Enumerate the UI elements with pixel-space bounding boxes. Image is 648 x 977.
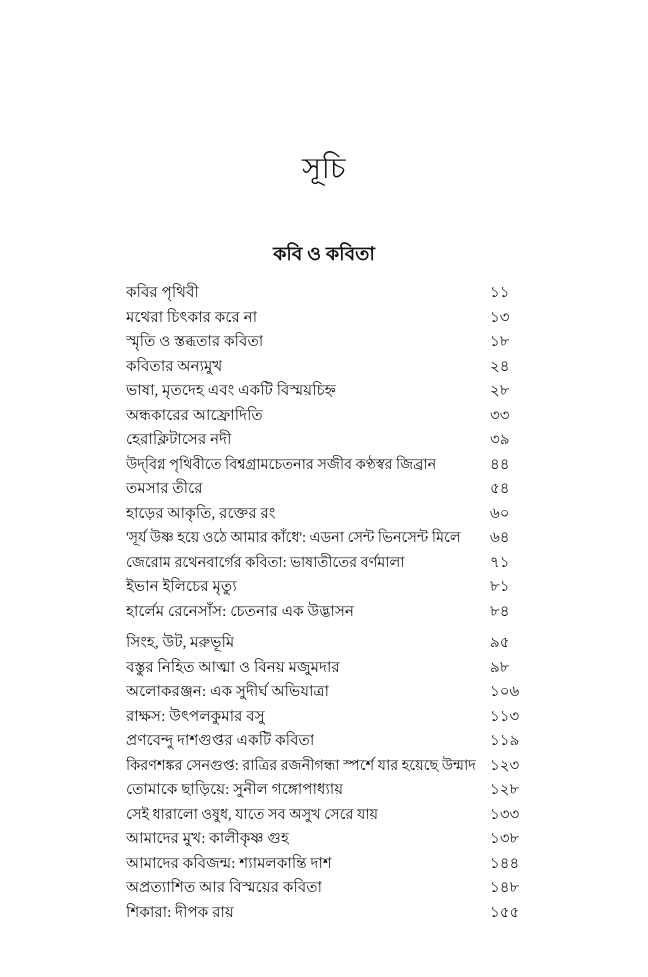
toc-entry-title: আমাদের কবিজন্ম: শ্যামলকান্তি দাশ — [126, 854, 332, 872]
toc-entry-page-number: ৩৯ — [490, 432, 510, 448]
toc-entry-title: প্রণবেন্দু দাশগুপ্তর একটি কবিতা — [126, 732, 315, 749]
toc-entry[interactable] — [126, 453, 532, 478]
toc-entry[interactable] — [126, 803, 532, 828]
toc-entry-title: সেই ধারালো ওষুধ, যাতে সব অসুখ সেরে যায় — [126, 806, 379, 823]
toc-entry[interactable] — [126, 551, 532, 576]
toc-entry-title: আমাদের মুখ: কালীকৃষ্ণ গুহ — [126, 830, 289, 847]
toc-entry[interactable] — [126, 600, 532, 625]
toc-entry-title: বস্তুর নিহিত আত্মা ও বিনয় মজুমদার — [126, 658, 340, 676]
toc-entry-page-number: ১৩৩ — [490, 806, 520, 823]
toc-entry-page-number: ১২৩ — [490, 757, 520, 774]
toc-entry-title: তোমাকে ছাড়িয়ে: সুনীল গঙ্গোপাধ্যায় — [126, 781, 344, 798]
toc-entry-title: ইভান ইলিচের মৃত্যু — [126, 578, 237, 595]
toc-entry-page-number: ১৪৮ — [490, 880, 520, 896]
toc-entry-title: রাক্ষস: উৎপলকুমার বসু — [126, 707, 265, 725]
toc-entry[interactable] — [126, 680, 532, 705]
toc-entry[interactable] — [126, 404, 532, 429]
toc-entry-title: ভাষা, মৃতদেহ এবং একটি বিস্ময়চিহ্ন — [126, 382, 337, 399]
toc-entry-page-number: ২৮ — [490, 383, 510, 399]
toc-entry-title: স্মৃতি ও স্তব্ধতার কবিতা — [126, 333, 264, 350]
toc-entry[interactable] — [126, 281, 532, 306]
toc-entry[interactable] — [126, 379, 532, 404]
toc-entry-title: হার্লেম রেনেসাঁস: চেতনার এক উদ্ভাসন — [126, 602, 355, 620]
toc-entry-page-number: ১১৯ — [490, 733, 520, 749]
section-heading: কবি ও কবিতা — [273, 244, 375, 265]
toc-entry-title: কিরণশঙ্কর সেনগুপ্ত: রাত্রির রজনীগন্ধা স্পর্শে যার হয়েছে উন্মাদ — [126, 757, 476, 774]
toc-entry[interactable] — [126, 852, 532, 877]
toc-entry-page-number: ১১ — [490, 285, 510, 301]
toc-entry[interactable] — [126, 306, 532, 331]
toc-entry[interactable] — [126, 477, 532, 502]
toc-entry-page-number: ২৪ — [490, 358, 510, 375]
toc-entry-title: 'সূর্য উষ্ণ হয়ে ওঠে আমার কাঁধে': এডনা সেন্ট ভিনসেন্ট মিলে — [126, 530, 461, 546]
toc-entry-page-number: ৯৫ — [490, 635, 510, 651]
toc-entry-page-number: ৮৪ — [490, 603, 510, 620]
table-of-contents — [126, 281, 532, 925]
toc-entry-title: হাড়ের আকৃতি, রক্তের রং — [126, 504, 276, 522]
toc-entry-page-number: ৯৮ — [490, 659, 510, 676]
toc-entry-page-number: ৭১ — [490, 554, 510, 571]
toc-entry-title: উদ্‌বিগ্ন পৃথিবীতে বিশ্বগ্রামচেতনার সজীব কণ্ঠস্বর জিব্রান — [126, 456, 437, 473]
toc-entry-page-number: ১১৩ — [490, 708, 520, 725]
toc-entry-page-number: ১৪৪ — [490, 855, 520, 872]
toc-entry[interactable] — [126, 631, 532, 656]
toc-entry-page-number: ৩৩ — [490, 407, 510, 424]
toc-entry-page-number: ১৫৫ — [490, 904, 520, 921]
toc-entry-title: অপ্রত্যাশিত আর বিস্ময়ের কবিতা — [126, 879, 323, 896]
toc-entry[interactable] — [126, 526, 532, 551]
toc-entry[interactable] — [126, 705, 532, 730]
toc-entry-page-number: ১২৮ — [490, 782, 520, 798]
toc-entry[interactable] — [126, 754, 532, 779]
toc-entry-title: সিংহ, উট, মরুভূমি — [126, 634, 235, 651]
toc-entry-title: অন্ধকারের আফ্রোদিতি — [126, 406, 263, 424]
toc-entry-title: কবিতার অন্যমুখ — [126, 357, 223, 375]
toc-entry[interactable] — [126, 502, 532, 527]
toc-entry[interactable] — [126, 428, 532, 453]
page-title: সূচি — [301, 153, 347, 185]
toc-entry-page-number: ১৮ — [490, 334, 510, 350]
toc-entry-page-number: ৪৪ — [490, 456, 510, 473]
toc-entry-page-number: ৫৪ — [490, 481, 510, 497]
toc-entry-title: হেরাক্লিটাসের নদী — [126, 431, 232, 448]
toc-entry[interactable] — [126, 827, 532, 852]
toc-entry-title: জেরোম রথেনবার্গের কবিতা: ভাষাতীতের বর্ণমালা — [126, 554, 405, 571]
toc-entry[interactable] — [126, 901, 532, 926]
toc-entry[interactable] — [126, 355, 532, 380]
toc-entry-page-number: ৮১ — [490, 579, 510, 595]
toc-entry-page-number: ১৩ — [490, 309, 510, 326]
toc-entry[interactable] — [126, 729, 532, 754]
toc-entry-page-number: ৬০ — [490, 505, 510, 522]
toc-entry-title: মথেরা চিৎকার করে না — [126, 308, 258, 326]
toc-entry-title: অলোকরঞ্জন: এক সুদীর্ঘ অভিযাত্রা — [126, 683, 330, 700]
toc-entry[interactable] — [126, 656, 532, 681]
toc-entry-title: কবির পৃথিবী — [126, 284, 199, 301]
toc-entry-page-number: ৬৪ — [490, 530, 510, 546]
toc-entry-title: তমসার তীরে — [126, 480, 203, 497]
toc-entry-page-number: ১০৬ — [490, 684, 520, 700]
toc-entry-page-number: ১৩৮ — [490, 831, 520, 847]
toc-entry[interactable] — [126, 778, 532, 803]
toc-entry[interactable] — [126, 876, 532, 901]
toc-entry[interactable] — [126, 330, 532, 355]
toc-entry[interactable] — [126, 575, 532, 600]
toc-entry-title: শিকারা: দীপক রায় — [126, 903, 234, 921]
